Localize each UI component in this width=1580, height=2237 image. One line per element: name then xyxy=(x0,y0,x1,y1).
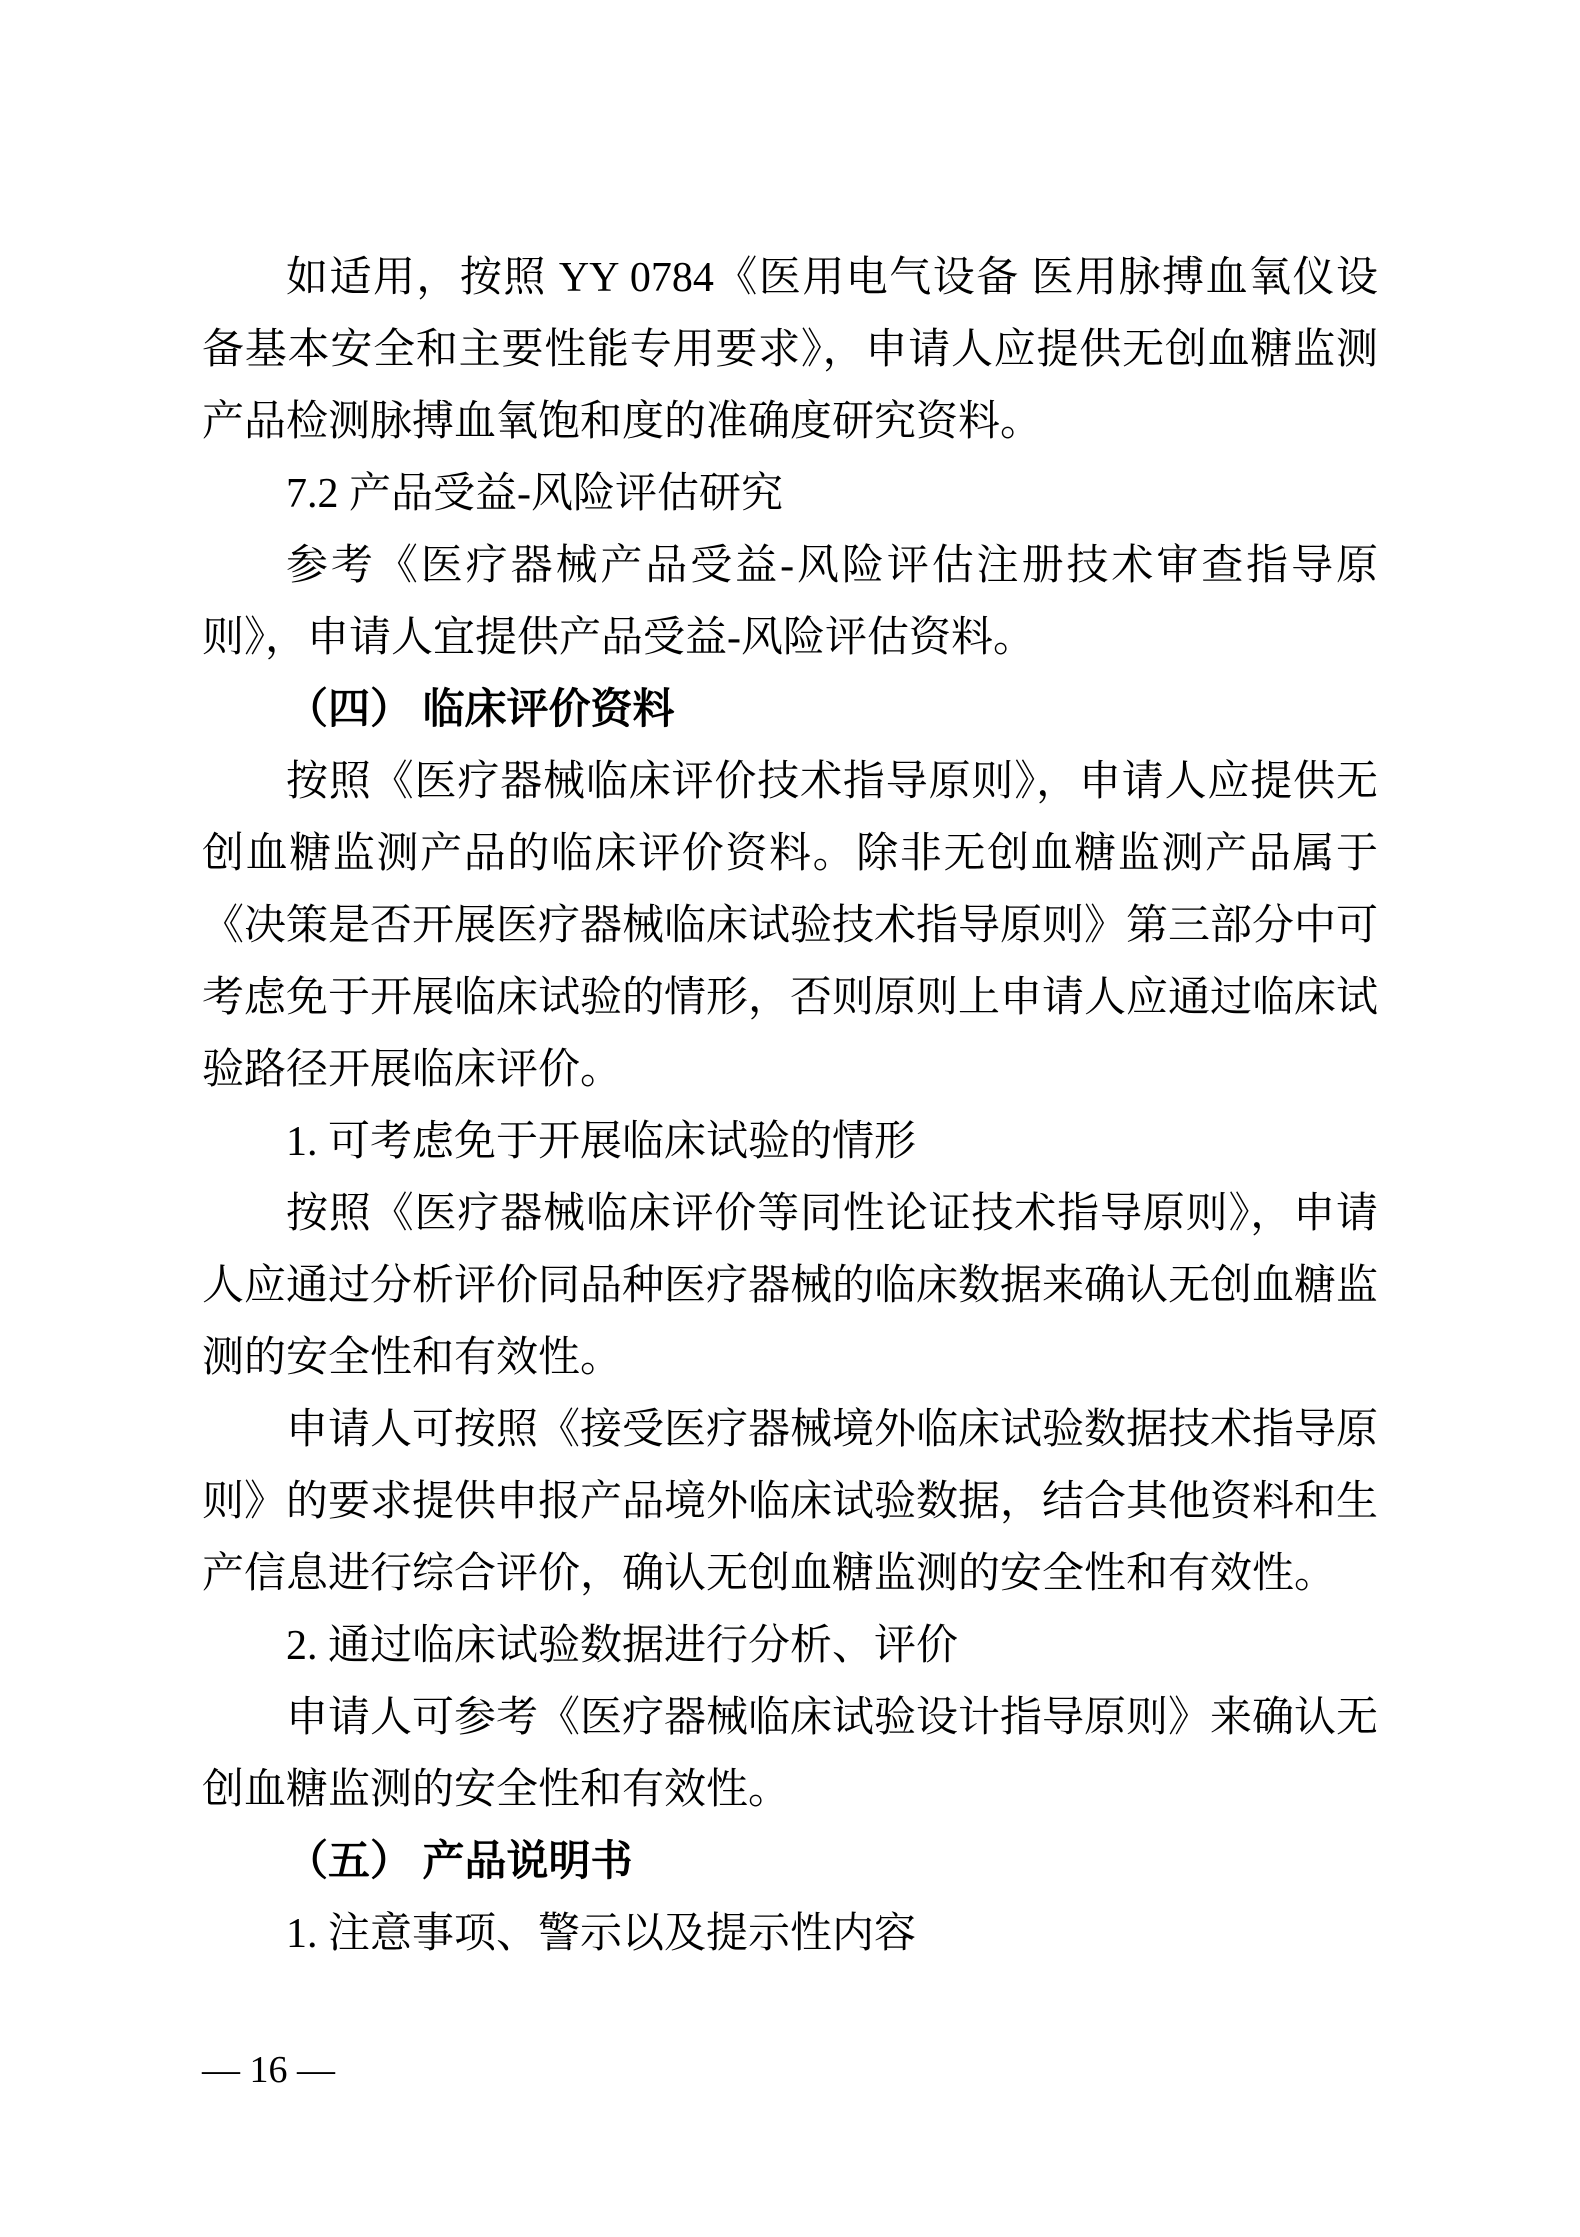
section-heading-4-clinical-evaluation: （四） 临床评价资料 xyxy=(286,687,675,733)
section-heading-5-product-manual: （五） 产品说明书 xyxy=(286,1839,633,1885)
paragraph-clinical-trial-design-reference: 申请人可参考《医疗器械临床试验设计指导原则》来确认无创血糖监测的安全性和有效性。 xyxy=(202,1695,1379,1813)
subheading-1-exemption-cases: 1. 可考虑免于开展临床试验的情形 xyxy=(286,1119,917,1165)
paragraph-yy0784-requirement: 如适用，按照 YY 0784《医用电气设备 医用脉搏血氧仪设备基本安全和主要性能专用要求》，申请人应提供无创血糖监测产品检测脉搏血氧饱和度的准确度研究资料。 xyxy=(202,255,1378,445)
paragraph-benefit-risk-reference: 参考《医疗器械产品受益-风险评估注册技术审查指导原则》，申请人宜提供产品受益-风险评估资料。 xyxy=(202,543,1378,661)
page-footer xyxy=(202,2046,335,2094)
page-body-text xyxy=(202,242,1378,1970)
paragraph-overseas-clinical-data: 申请人可按照《接受医疗器械境外临床试验数据技术指导原则》的要求提供申报产品境外临床试验数据，结合其他资料和生产信息进行综合评价，确认无创血糖监测的安全性和有效性。 xyxy=(202,1407,1379,1597)
page-number: — 16 — xyxy=(202,2049,335,2091)
paragraph-clinical-evaluation-requirement: 按照《医疗器械临床评价技术指导原则》，申请人应提供无创血糖监测产品的临床评价资料。除非无创血糖监测产品属于《决策是否开展医疗器械临床试验技术指导原则》第三部分中可考虑免于开展临床试验的情形，否则原则上申请人应通过临床试验路径开展临床评价。 xyxy=(202,759,1379,1093)
subheading-1-precautions-warnings: 1. 注意事项、警示以及提示性内容 xyxy=(286,1911,917,1957)
subheading-2-clinical-trial-analysis: 2. 通过临床试验数据进行分析、评价 xyxy=(286,1623,959,1669)
heading-7-2-benefit-risk: 7.2 产品受益-风险评估研究 xyxy=(286,471,783,517)
paragraph-equivalence-demonstration: 按照《医疗器械临床评价等同性论证技术指导原则》，申请人应通过分析评价同品种医疗器械的临床数据来确认无创血糖监测的安全性和有效性。 xyxy=(202,1191,1379,1381)
